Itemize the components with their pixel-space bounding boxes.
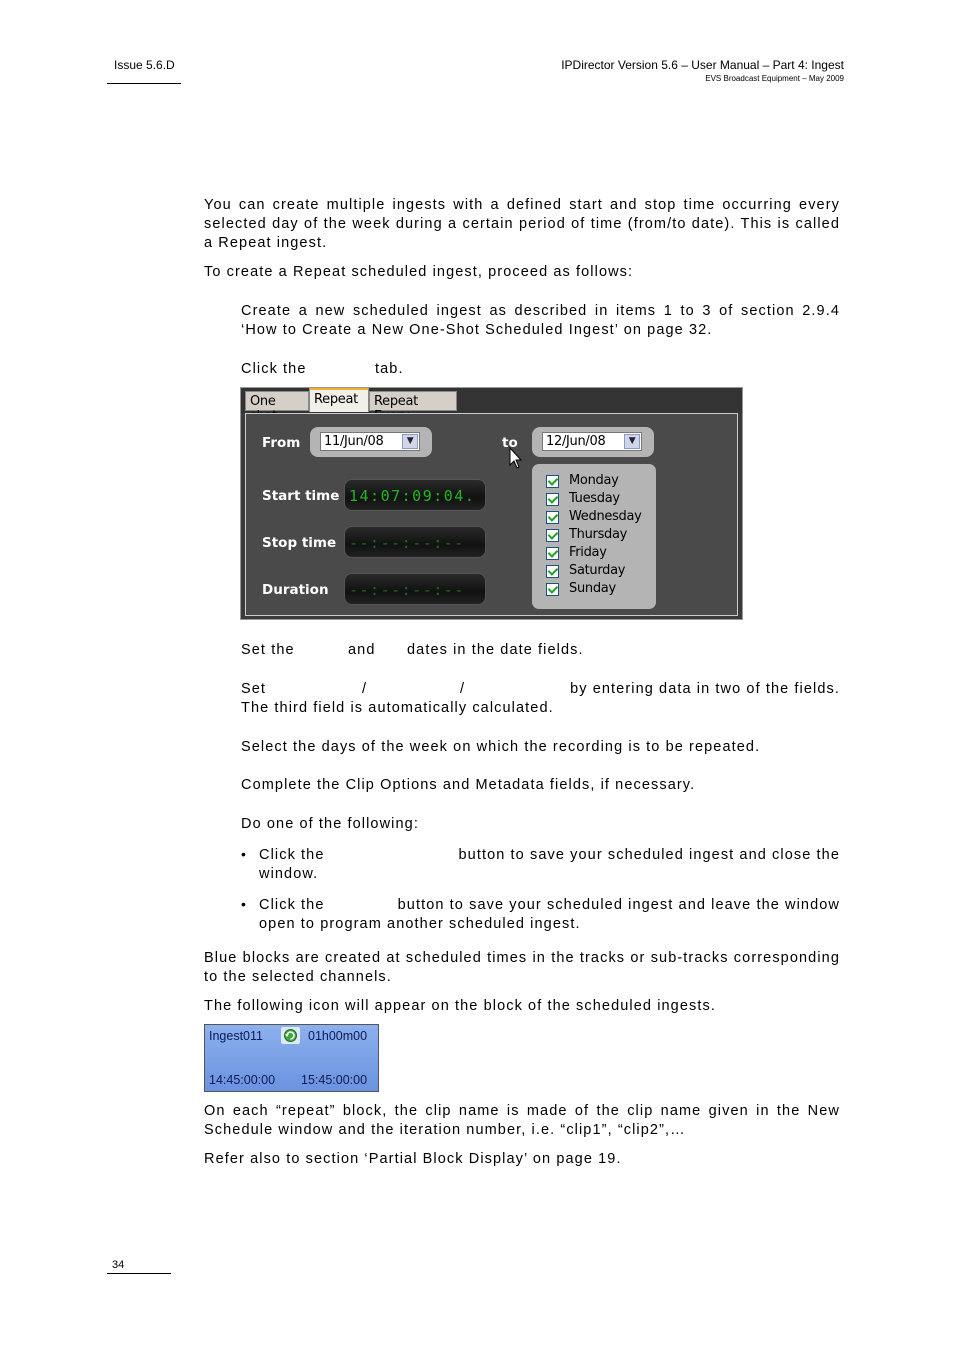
start-time-field[interactable]: 14:07:09:04. (344, 479, 486, 511)
mouse-pointer-icon (509, 447, 523, 471)
tab-repeat-every[interactable]: Repeat (369, 391, 457, 411)
day-sunday[interactable]: Sunday (546, 581, 616, 596)
bullet-icon: • (241, 846, 246, 862)
intro-instruction: To create a Repeat scheduled ingest, proceed as follows: (204, 264, 634, 280)
document-subtitle: EVS Broadcast Equipment – May 2009 (705, 74, 844, 83)
repeat-icon (281, 1027, 300, 1044)
page-number: 34 (112, 1259, 125, 1271)
tab-repeat[interactable]: Repeat (309, 388, 369, 412)
day-monday[interactable]: Monday (546, 473, 619, 488)
header-rule (107, 83, 181, 84)
step-6: Complete the Clip Options and Metadata fields, if necessary. (241, 777, 696, 793)
tab-one-shot[interactable]: One (245, 391, 309, 411)
duration-field[interactable]: --:--:--:-- (344, 573, 486, 605)
ingest-block (204, 1024, 379, 1092)
intro-paragraph: You can create multiple ingests with a defined start and stop time occurring every selected day of the week during a certain period of time (from/to date). This is called a Repeat ingest. (204, 197, 840, 251)
bullet-1-middle: button to save your scheduled ingest and close the (458, 847, 840, 863)
step-2-start: Click the (241, 361, 307, 377)
step-7: Do one of the following: (241, 816, 419, 832)
checkbox-checked-icon[interactable] (546, 511, 559, 524)
step-3-start: Set the (241, 642, 295, 658)
repeat-naming-paragraph: On each “repeat” block, the clip name is made of the clip name given in the New Schedule window and the iteration number, i.e. “clip1”, “clip2”,… (204, 1103, 840, 1138)
checkbox-checked-icon[interactable] (546, 493, 559, 506)
repeat-tab-screenshot (240, 387, 743, 620)
stop-time-field[interactable]: --:--:--:-- (344, 526, 486, 558)
ingest-block-name: Ingest011 (209, 1029, 263, 1043)
day-tuesday[interactable]: Tuesday (546, 491, 620, 506)
day-thursday[interactable]: Thursday (546, 527, 627, 542)
day-friday[interactable]: Friday (546, 545, 607, 560)
to-date-field[interactable] (542, 432, 642, 451)
checkbox-checked-icon[interactable] (546, 475, 559, 488)
document-title: IPDirector Version 5.6 – User Manual – Part 4: Ingest (561, 58, 844, 72)
to-date-box (532, 427, 654, 457)
stop-time-label: Stop time (262, 535, 337, 551)
step-4-separator: / (460, 681, 466, 697)
chevron-down-icon[interactable]: ▼ (402, 434, 418, 449)
days-of-week-box (532, 464, 656, 609)
day-saturday[interactable]: Saturday (546, 563, 625, 578)
step-4-start: Set (241, 681, 267, 697)
bullet-2-start: Click the (259, 897, 325, 913)
checkbox-checked-icon[interactable] (546, 547, 559, 560)
bullet-icon: • (241, 896, 246, 912)
bullet-1-end: window. (259, 866, 319, 882)
checkbox-checked-icon[interactable] (546, 583, 559, 596)
from-date-value: 11/Jun/08 (324, 434, 384, 449)
step-2-end: tab. (375, 361, 404, 377)
step-4-end: The third field is automatically calculated. (241, 700, 554, 716)
ingest-block-start: 14:45:00:00 (209, 1073, 276, 1087)
to-date-value: 12/Jun/08 (546, 434, 606, 449)
bullet-2-middle: button to save your scheduled ingest and leave the window (397, 897, 840, 913)
start-time-label: Start time (262, 488, 340, 504)
tab-bar (241, 388, 742, 413)
ingest-block-duration: 01h00m00 (308, 1029, 368, 1043)
step-3-end: dates in the date fields. (407, 642, 584, 658)
from-date-box (310, 427, 432, 457)
from-label: From (262, 435, 301, 451)
step-1: Create a new scheduled ingest as described in items 1 to 3 of section 2.9.4 ‘How to Create a New One-Shot Scheduled Ingest’ on page 32. (241, 303, 840, 338)
issue-label: Issue 5.6.D (114, 58, 175, 72)
ingest-block-end: 15:45:00:00 (301, 1073, 368, 1087)
blue-blocks-paragraph: Blue blocks are created at scheduled times in the tracks or sub-tracks corresponding to the selected channels. (204, 950, 840, 985)
checkbox-checked-icon[interactable] (546, 565, 559, 578)
chevron-down-icon[interactable]: ▼ (624, 434, 640, 449)
step-4-middle: by entering data in two of the fields. (570, 681, 840, 697)
reference-paragraph: Refer also to section ‘Partial Block Display’ on page 19. (204, 1151, 622, 1167)
bullet-2-end: open to program another scheduled ingest. (259, 916, 581, 932)
from-date-field[interactable] (320, 432, 420, 451)
step-5: Select the days of the week on which the recording is to be repeated. (241, 739, 761, 755)
footer-rule (107, 1273, 171, 1274)
duration-label: Duration (262, 582, 329, 598)
icon-paragraph: The following icon will appear on the block of the scheduled ingests. (204, 998, 716, 1014)
to-label: to (502, 435, 518, 451)
repeat-panel (245, 413, 738, 616)
step-4-separator: / (362, 681, 368, 697)
bullet-1-start: Click the (259, 847, 325, 863)
step-3-and: and (348, 642, 376, 658)
checkbox-checked-icon[interactable] (546, 529, 559, 542)
day-wednesday[interactable]: Wednesday (546, 509, 642, 524)
